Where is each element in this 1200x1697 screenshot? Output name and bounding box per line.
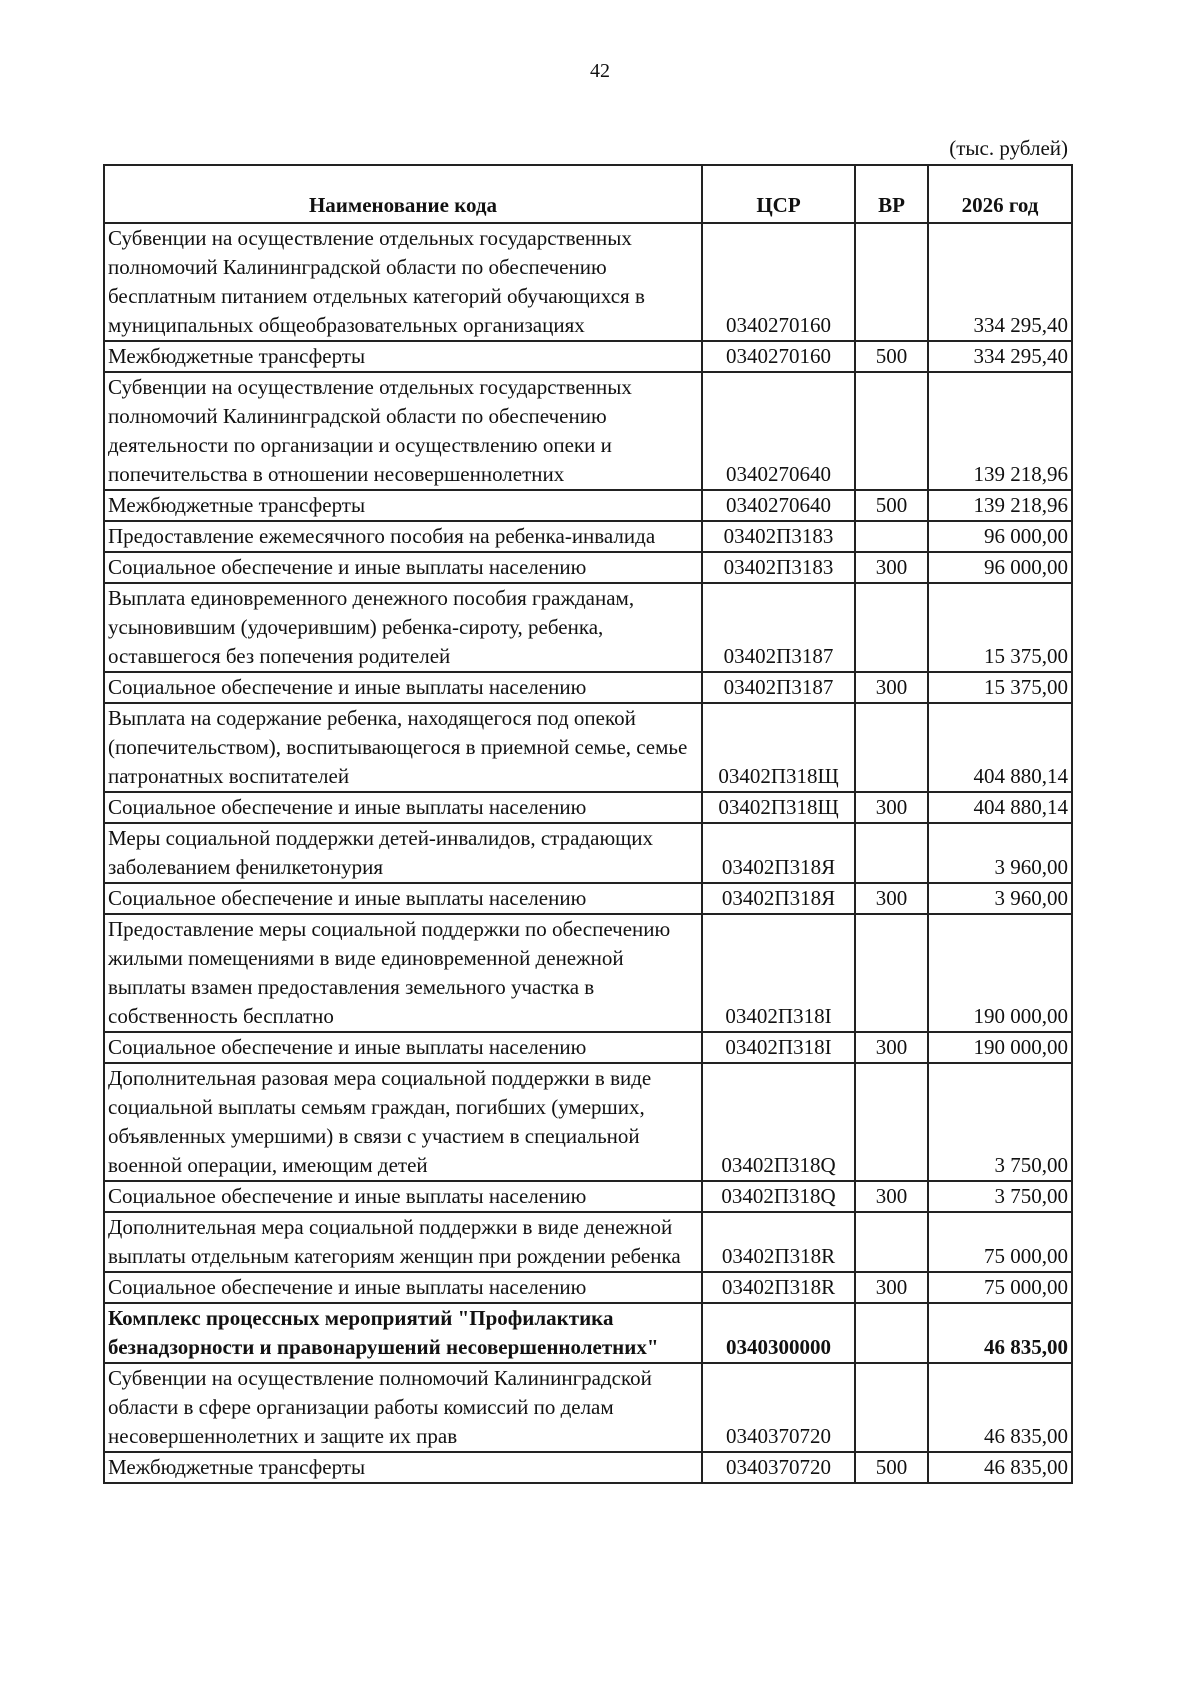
header-name: Наименование кода xyxy=(104,165,702,223)
table-row xyxy=(104,1032,1072,1063)
row-name-cell: Субвенции на осуществление отдельных государственных полномочий Калининградской области по обеспечению деятельности по организации и осуществлению опеки и попечительства в отношении несовершеннолетних xyxy=(104,372,702,490)
row-csr-cell: 0340270160 xyxy=(702,341,855,372)
table-row xyxy=(104,1303,1072,1363)
row-vr-cell: 500 xyxy=(855,341,928,372)
table-row xyxy=(104,883,1072,914)
row-amount-cell: 139 218,96 xyxy=(928,372,1072,490)
row-name-cell: Субвенции на осуществление отдельных государственных полномочий Калининградской области по обеспечению бесплатным питанием отдельных категорий обучающихся в муниципальных общеобразовательных организациях xyxy=(104,223,702,341)
budget-table xyxy=(103,164,1073,1484)
table-row xyxy=(104,1272,1072,1303)
row-name-cell: Дополнительная разовая мера социальной поддержки в виде социальной выплаты семьям граждан, погибших (умерших, объявленных умершими) в связи с участием в специальной военной операции, имеющим детей xyxy=(104,1063,702,1181)
row-vr-cell xyxy=(855,372,928,490)
row-amount-cell: 404 880,14 xyxy=(928,792,1072,823)
row-csr-cell: 0340270640 xyxy=(702,372,855,490)
row-csr-cell: 03402П318Я xyxy=(702,883,855,914)
row-name-cell: Меры социальной поддержки детей-инвалидов, страдающих заболеванием фенилкетонурия xyxy=(104,823,702,883)
row-name-cell: Социальное обеспечение и иные выплаты населению xyxy=(104,552,702,583)
row-vr-cell: 500 xyxy=(855,490,928,521)
row-amount-cell: 46 835,00 xyxy=(928,1303,1072,1363)
table-row xyxy=(104,792,1072,823)
row-name-cell: Комплекс процессных мероприятий "Профилактика безнадзорности и правонарушений несовершеннолетних" xyxy=(104,1303,702,1363)
row-amount-cell: 404 880,14 xyxy=(928,703,1072,792)
row-csr-cell: 03402П3183 xyxy=(702,521,855,552)
row-name-cell: Субвенции на осуществление полномочий Калининградской области в сфере организации работы комиссий по делам несовершеннолетних и защите их прав xyxy=(104,1363,702,1452)
table-row xyxy=(104,341,1072,372)
row-amount-cell: 96 000,00 xyxy=(928,521,1072,552)
row-csr-cell: 03402П318Q xyxy=(702,1063,855,1181)
row-vr-cell xyxy=(855,223,928,341)
row-amount-cell: 139 218,96 xyxy=(928,490,1072,521)
table-row xyxy=(104,914,1072,1032)
row-csr-cell: 03402П318R xyxy=(702,1272,855,1303)
row-vr-cell xyxy=(855,521,928,552)
row-amount-cell: 334 295,40 xyxy=(928,223,1072,341)
row-amount-cell: 3 750,00 xyxy=(928,1181,1072,1212)
row-amount-cell: 15 375,00 xyxy=(928,672,1072,703)
row-vr-cell xyxy=(855,703,928,792)
header-vr: ВР xyxy=(855,165,928,223)
row-name-cell: Предоставление ежемесячного пособия на ребенка-инвалида xyxy=(104,521,702,552)
row-name-cell: Социальное обеспечение и иные выплаты населению xyxy=(104,1272,702,1303)
row-amount-cell: 334 295,40 xyxy=(928,341,1072,372)
row-csr-cell: 0340300000 xyxy=(702,1303,855,1363)
row-csr-cell: 03402П318R xyxy=(702,1212,855,1272)
row-vr-cell: 300 xyxy=(855,792,928,823)
table-row xyxy=(104,223,1072,341)
row-vr-cell xyxy=(855,914,928,1032)
row-name-cell: Социальное обеспечение и иные выплаты населению xyxy=(104,883,702,914)
table-row xyxy=(104,823,1072,883)
row-amount-cell: 96 000,00 xyxy=(928,552,1072,583)
row-amount-cell: 75 000,00 xyxy=(928,1272,1072,1303)
row-vr-cell xyxy=(855,823,928,883)
row-vr-cell xyxy=(855,1363,928,1452)
row-csr-cell: 03402П318Щ xyxy=(702,703,855,792)
units-label: (тыс. рублей) xyxy=(949,136,1068,160)
page-number: 42 xyxy=(590,60,610,82)
row-name-cell: Социальное обеспечение и иные выплаты населению xyxy=(104,672,702,703)
row-amount-cell: 15 375,00 xyxy=(928,583,1072,672)
row-amount-cell: 3 750,00 xyxy=(928,1063,1072,1181)
table-row xyxy=(104,703,1072,792)
table-header-row xyxy=(104,165,1072,223)
row-csr-cell: 0340370720 xyxy=(702,1452,855,1483)
row-csr-cell: 03402П3183 xyxy=(702,552,855,583)
table-row xyxy=(104,672,1072,703)
row-vr-cell: 300 xyxy=(855,672,928,703)
row-vr-cell xyxy=(855,1063,928,1181)
row-amount-cell: 46 835,00 xyxy=(928,1452,1072,1483)
header-year: 2026 год xyxy=(928,165,1072,223)
row-name-cell: Межбюджетные трансферты xyxy=(104,490,702,521)
table-row xyxy=(104,552,1072,583)
row-csr-cell: 03402П318Щ xyxy=(702,792,855,823)
row-name-cell: Социальное обеспечение и иные выплаты населению xyxy=(104,1032,702,1063)
row-name-cell: Межбюджетные трансферты xyxy=(104,341,702,372)
table-row xyxy=(104,521,1072,552)
table-row xyxy=(104,490,1072,521)
row-name-cell: Социальное обеспечение и иные выплаты населению xyxy=(104,1181,702,1212)
row-name-cell: Предоставление меры социальной поддержки по обеспечению жилыми помещениями в виде единовременной денежной выплаты взамен предоставления земельного участка в собственность бесплатно xyxy=(104,914,702,1032)
row-csr-cell: 0340270160 xyxy=(702,223,855,341)
row-name-cell: Дополнительная мера социальной поддержки в виде денежной выплаты отдельным категориям женщин при рождении ребенка xyxy=(104,1212,702,1272)
table-row xyxy=(104,372,1072,490)
table-row xyxy=(104,1212,1072,1272)
row-name-cell: Выплата на содержание ребенка, находящегося под опекой (попечительством), воспитывающегося в приемной семье, семье патронатных воспитателей xyxy=(104,703,702,792)
row-vr-cell: 300 xyxy=(855,1272,928,1303)
header-csr: ЦСР xyxy=(702,165,855,223)
row-amount-cell: 3 960,00 xyxy=(928,823,1072,883)
table-row xyxy=(104,1181,1072,1212)
row-csr-cell: 03402П318Я xyxy=(702,823,855,883)
row-amount-cell: 75 000,00 xyxy=(928,1212,1072,1272)
row-csr-cell: 03402П318Q xyxy=(702,1181,855,1212)
row-vr-cell: 500 xyxy=(855,1452,928,1483)
row-csr-cell: 0340370720 xyxy=(702,1363,855,1452)
row-amount-cell: 190 000,00 xyxy=(928,1032,1072,1063)
row-amount-cell: 46 835,00 xyxy=(928,1363,1072,1452)
row-vr-cell: 300 xyxy=(855,552,928,583)
row-csr-cell: 03402П3187 xyxy=(702,672,855,703)
row-amount-cell: 190 000,00 xyxy=(928,914,1072,1032)
table-row xyxy=(104,1452,1072,1483)
row-csr-cell: 03402П318I xyxy=(702,914,855,1032)
row-csr-cell: 03402П318I xyxy=(702,1032,855,1063)
table-row xyxy=(104,1063,1072,1181)
row-vr-cell xyxy=(855,1303,928,1363)
row-vr-cell: 300 xyxy=(855,883,928,914)
row-vr-cell xyxy=(855,583,928,672)
row-name-cell: Социальное обеспечение и иные выплаты населению xyxy=(104,792,702,823)
row-name-cell: Межбюджетные трансферты xyxy=(104,1452,702,1483)
table-row xyxy=(104,1363,1072,1452)
row-vr-cell: 300 xyxy=(855,1032,928,1063)
row-name-cell: Выплата единовременного денежного пособия гражданам, усыновившим (удочерившим) ребенка-сироту, ребенка, оставшегося без попечения родителей xyxy=(104,583,702,672)
row-csr-cell: 03402П3187 xyxy=(702,583,855,672)
row-csr-cell: 0340270640 xyxy=(702,490,855,521)
table-row xyxy=(104,583,1072,672)
row-vr-cell xyxy=(855,1212,928,1272)
row-amount-cell: 3 960,00 xyxy=(928,883,1072,914)
row-vr-cell: 300 xyxy=(855,1181,928,1212)
